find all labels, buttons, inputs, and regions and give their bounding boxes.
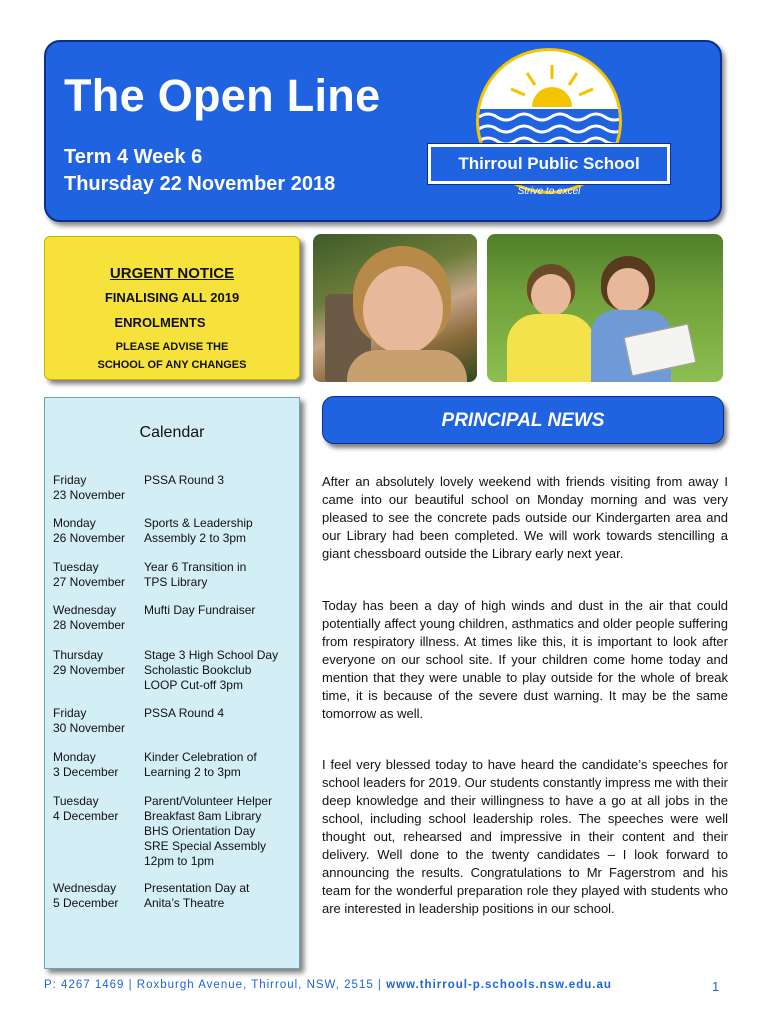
calendar-day: Tuesday 27 November: [53, 560, 126, 589]
calendar-day: Thursday 29 November: [53, 648, 126, 677]
urgent-notice: [44, 236, 300, 380]
photo-face: [363, 266, 443, 354]
photo-shirt: [507, 314, 595, 382]
page-number: 1: [712, 979, 720, 994]
principal-paragraph: Today has been a day of high winds and dust in the air that could potentially affect young children, asthmatics and older people suffering from respiratory illness. At times like this, it is important to look after everyone on our school site. If your children come home today and mention that they were unable to play outside for the whole of break time, it is because of the severe dust warning. It may be the same tomorrow as well.: [322, 598, 728, 721]
issue-date: Thursday 22 November 2018: [64, 173, 336, 195]
notice-line: SCHOOL OF ANY CHANGES: [97, 359, 247, 371]
newsletter-header: [44, 40, 722, 222]
notice-title: URGENT NOTICE: [109, 265, 235, 282]
term-week: Term 4 Week 6: [64, 146, 203, 168]
newsletter-title: The Open Line: [64, 70, 381, 121]
logo-ribbon: Thirroul Public School: [428, 144, 670, 184]
footer-contact: [44, 979, 612, 991]
calendar-event: Sports & Leadership Assembly 2 to 3pm: [144, 516, 253, 545]
calendar-day: Friday 23 November: [53, 473, 126, 502]
school-website-link[interactable]: www.thirroul-p.schools.nsw.edu.au: [386, 979, 612, 991]
calendar-event: Mufti Day Fundraiser: [144, 603, 256, 617]
logo-motto: Strive to excel: [517, 186, 581, 197]
principal-paragraph: After an absolutely lovely weekend with friends visiting from away I came into our beautiful school on Monday morning and was very pleased to see the concrete pads outside our Kindergarten area and our Library had been completed. We will work towards stencilling a giant chessboard outside the Library early next year.: [322, 474, 728, 561]
photo-face: [531, 274, 571, 316]
student-photo-girl: [313, 234, 477, 382]
contact-details: P: 4267 1469 | Roxburgh Avenue, Thirroul, NSW, 2515 |: [44, 979, 387, 991]
notice-line: PLEASE ADVISE THE: [115, 341, 229, 353]
calendar-event: PSSA Round 3: [144, 473, 225, 487]
calendar-day: Wednesday 5 December: [53, 881, 119, 910]
calendar-event: PSSA Round 4: [144, 706, 225, 720]
calendar-day: Wednesday 28 November: [53, 603, 126, 632]
calendar-panel: [44, 397, 300, 969]
calendar-event: Parent/Volunteer Helper Breakfast 8am Library BHS Orientation Day SRE Special Assembly 12pm to 1pm: [144, 794, 273, 868]
calendar-day: Monday 3 December: [53, 750, 119, 779]
photo-face: [607, 268, 649, 312]
calendar-day: Friday 30 November: [53, 706, 126, 735]
notice-line: ENROLMENTS: [114, 315, 206, 330]
calendar-event: Presentation Day at Anita’s Theatre: [144, 881, 250, 910]
calendar-event: Stage 3 High School Day Scholastic Bookclub LOOP Cut-off 3pm: [144, 648, 279, 692]
sun-icon: [505, 63, 599, 111]
school-logo: [424, 48, 674, 218]
principal-news-heading: PRINCIPAL NEWS: [322, 396, 724, 444]
calendar-title: Calendar: [139, 424, 205, 441]
calendar-day: Tuesday 4 December: [53, 794, 119, 823]
principal-paragraph: I feel very blessed today to have heard the candidate’s speeches for school leaders for 2019. Our students constantly impress me with their deep knowledge and their willingness to have a go at all jobs in the school, including school leadership roles. The speeches were well thought out, rehearsed and impressive in their content and their delivery. Well done to the twenty candidates – I look forward to announcing the results. Congratulations to Mr Fagerstrom and his team for the wonderful preparation role they played with students who are interested in leadership positions in our school.: [322, 757, 728, 916]
notice-line: FINALISING ALL 2019: [104, 290, 240, 305]
photo-shirt: [347, 350, 467, 382]
student-photo-reading: [487, 234, 723, 382]
calendar-event: Year 6 Transition in TPS Library: [144, 560, 247, 589]
calendar-event: Kinder Celebration of Learning 2 to 3pm: [144, 750, 257, 779]
calendar-day: Monday 26 November: [53, 516, 126, 545]
